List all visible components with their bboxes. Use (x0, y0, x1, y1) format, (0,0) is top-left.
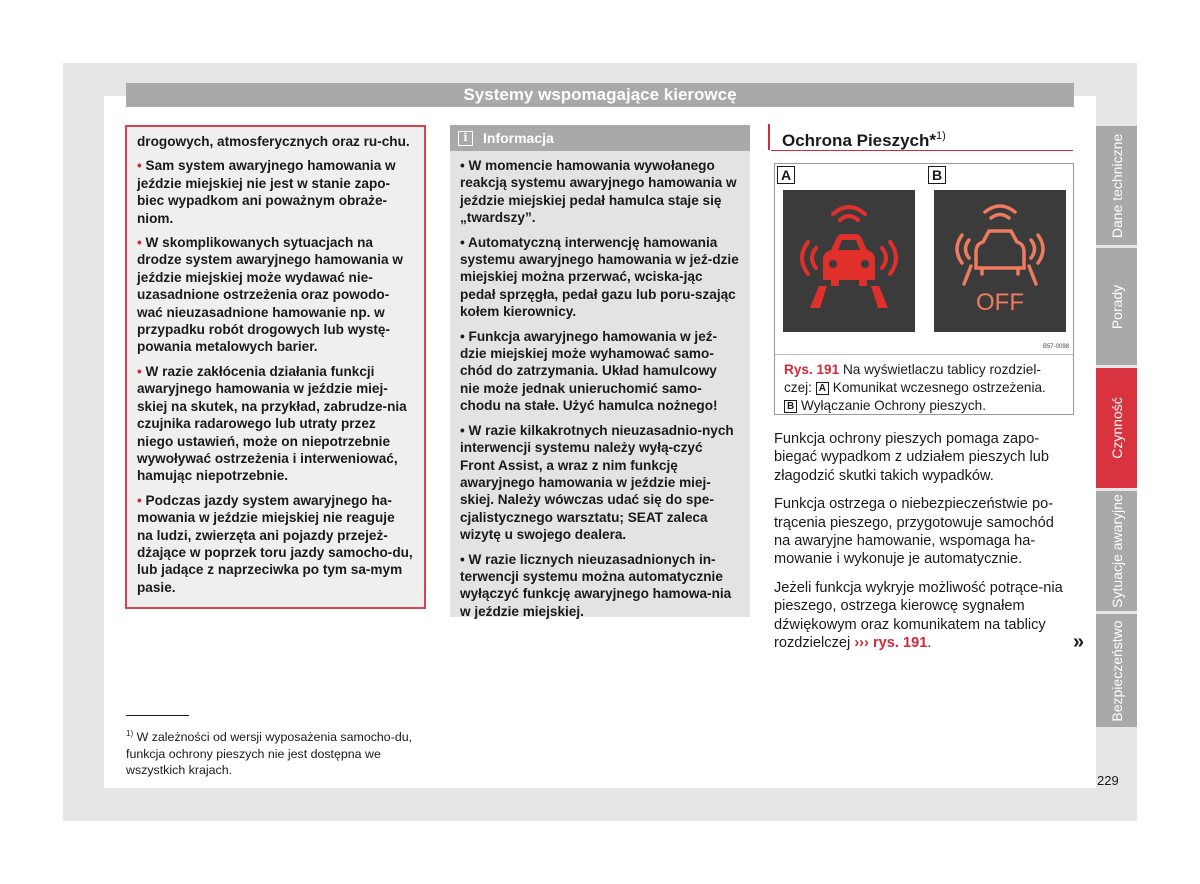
figure-code: B57-0098 (1042, 344, 1069, 350)
figure-divider (775, 354, 1073, 355)
bullet-dot-icon: • (137, 235, 142, 251)
caption-label-a: A (816, 382, 829, 395)
continue-arrow-icon: » (1073, 631, 1085, 653)
bullet-dot-icon: • (137, 363, 142, 379)
figure-label-b: B (928, 166, 946, 184)
tab-bezpieczenstwo[interactable]: Bezpieczeństwo (1096, 614, 1137, 727)
info-bullet: • Automatyczną interwencję hamowania systemu awaryjnego hamowania w jeź-dzie miejskiej można przerwać, wciska-jąc pedał sprzęgła, pedał gazu lub poru-szając kołem kierownicy. (460, 234, 739, 320)
section-marker (768, 124, 770, 150)
pedestrian-off-icon (934, 190, 1066, 332)
info-header (450, 125, 750, 151)
tab-sytuacje-awaryjne[interactable]: Sytuacje awaryjne (1096, 491, 1137, 611)
footnote-divider (126, 715, 189, 716)
bullet-dot-icon: • (137, 158, 142, 174)
footnote-ref[interactable]: 1) (936, 130, 946, 142)
warning-bullet: • W razie zakłócenia działania funkcji awaryjnego hamowania w jeździe miej-skiej na skutek, na przykład, zabrudze-nia czujnika radarowego lub utraty przez niego ustawień, może on niepotrzebnie wywoływać ostrzeżenia i interweniować, hamując niepotrzebnie. (137, 363, 407, 484)
figure-191 (774, 163, 1074, 415)
info-heading: Informacja (483, 130, 554, 146)
section-title: Ochrona Pieszych*$^{1)}$ (771, 124, 1073, 151)
footnote: $^{1)}$ W zależności od wersji wyposażenia samocho-du, funkcja ochrony pieszych nie jest dostępna we wszystkich krajach. (126, 729, 413, 778)
warning-intro: drogowych, atmosferycznych oraz ru-chu. (137, 134, 410, 149)
info-box (450, 125, 750, 617)
section-body (774, 430, 1074, 662)
figure-label-a: A (777, 166, 795, 184)
body-paragraph: Funkcja ostrzega o niebezpieczeństwie po-trącenia pieszego, przygotowuje samochód na awaryjne hamowanie, wspomaga ha-mowanie i wykonuje je automatycznie. (774, 496, 1054, 568)
page-number: 229 (1097, 773, 1119, 788)
display-panel-a (783, 190, 915, 332)
bullet-dot-icon: • (137, 492, 142, 508)
info-bullet: • Funkcja awaryjnego hamowania w jeź-dzie miejskiej może wyhamować samo-chód do zatrzymania. Układ hamulcowy nie może jednak unieruchomić samo-chodu na stałe. Użyć hamulca nożnego! (460, 328, 718, 414)
info-bullet: • W razie kilkakrotnych nieuzasadnio-nych interwencji systemu należy wyłą-czyć Front Assist, a wraz z nim funkcję awaryjnego hamowania w jeździe miej-skiej. Należy wówczas udać się do spe-cjalistycznego warsztatu; SEAT zaleca wizytę u swojego dealera. (460, 422, 734, 543)
chapter-title: Systemy wspomagające kierowcę (126, 83, 1074, 107)
warning-bullet: • Podczas jazdy system awaryjnego ha-mowania w jeździe miejskiej nie reaguje na ludzi, zwierzęta ani pojazdy przejeż-dżające w poprzek toru jazdy samocho-du, lub jadące z naprzeciwka po tym sa-mym pasie. (137, 492, 413, 595)
info-icon: i (458, 131, 473, 146)
tab-porady[interactable]: Porady (1096, 248, 1137, 365)
warning-bullet: • Sam system awaryjnego hamowania w jeździe miejskiej nie jest w stanie zapo-biec wypadkom ani poważnym obraże-niom. (137, 158, 396, 226)
caption-label-b: B (784, 400, 797, 413)
pedestrian-warning-icon (783, 190, 915, 332)
info-bullet: • W razie licznych nieuzasadnionych in-terwencji systemu można automatycznie wyłączyć funkcję awaryjnego hamowa-nia w jeździe miejskiej. (460, 551, 732, 619)
body-paragraph: Funkcja ochrony pieszych pomaga zapo-biegać wypadkom z udziałem pieszych lub złagodzić skutki takich wypadków. (774, 431, 1049, 484)
body-paragraph: Jeżeli funkcja wykryje możliwość potrące-nia pieszego, ostrzega kierowcę sygnałem dźwiękowym oraz komunikatem na tablicy rozdzielczej ››› rys. 191. (774, 579, 1063, 652)
warning-box (125, 125, 426, 609)
tab-czynnosc[interactable]: Czynność (1096, 368, 1137, 488)
figure-link[interactable]: ››› rys. 191 (854, 635, 928, 652)
off-label: OFF (976, 289, 1024, 316)
figure-caption: Rys. 191 Na wyświetlaczu tablicy rozdziel-czej: A Komunikat wczesnego ostrzeżenia. B Wyłączanie Ochrony pieszych. (784, 362, 1046, 413)
info-bullet: • W momencie hamowania wywołanego reakcją systemu awaryjnego hamowania w jeździe miejskiej pedał hamulca staje się „twardszy”. (460, 158, 737, 226)
warning-bullet: • W skomplikowanych sytuacjach na drodze system awaryjnego hamowania w jeździe miejskiej może wydawać nie-uzasadnione ostrzeżenia oraz powodo-wać nieuzasadnione hamowanie np. w przypadku robót drogowych lub wystę-powania metalowych barier. (137, 235, 403, 355)
tab-dane-techniczne[interactable]: Dane techniczne (1096, 126, 1137, 245)
display-panel-b (934, 190, 1066, 332)
